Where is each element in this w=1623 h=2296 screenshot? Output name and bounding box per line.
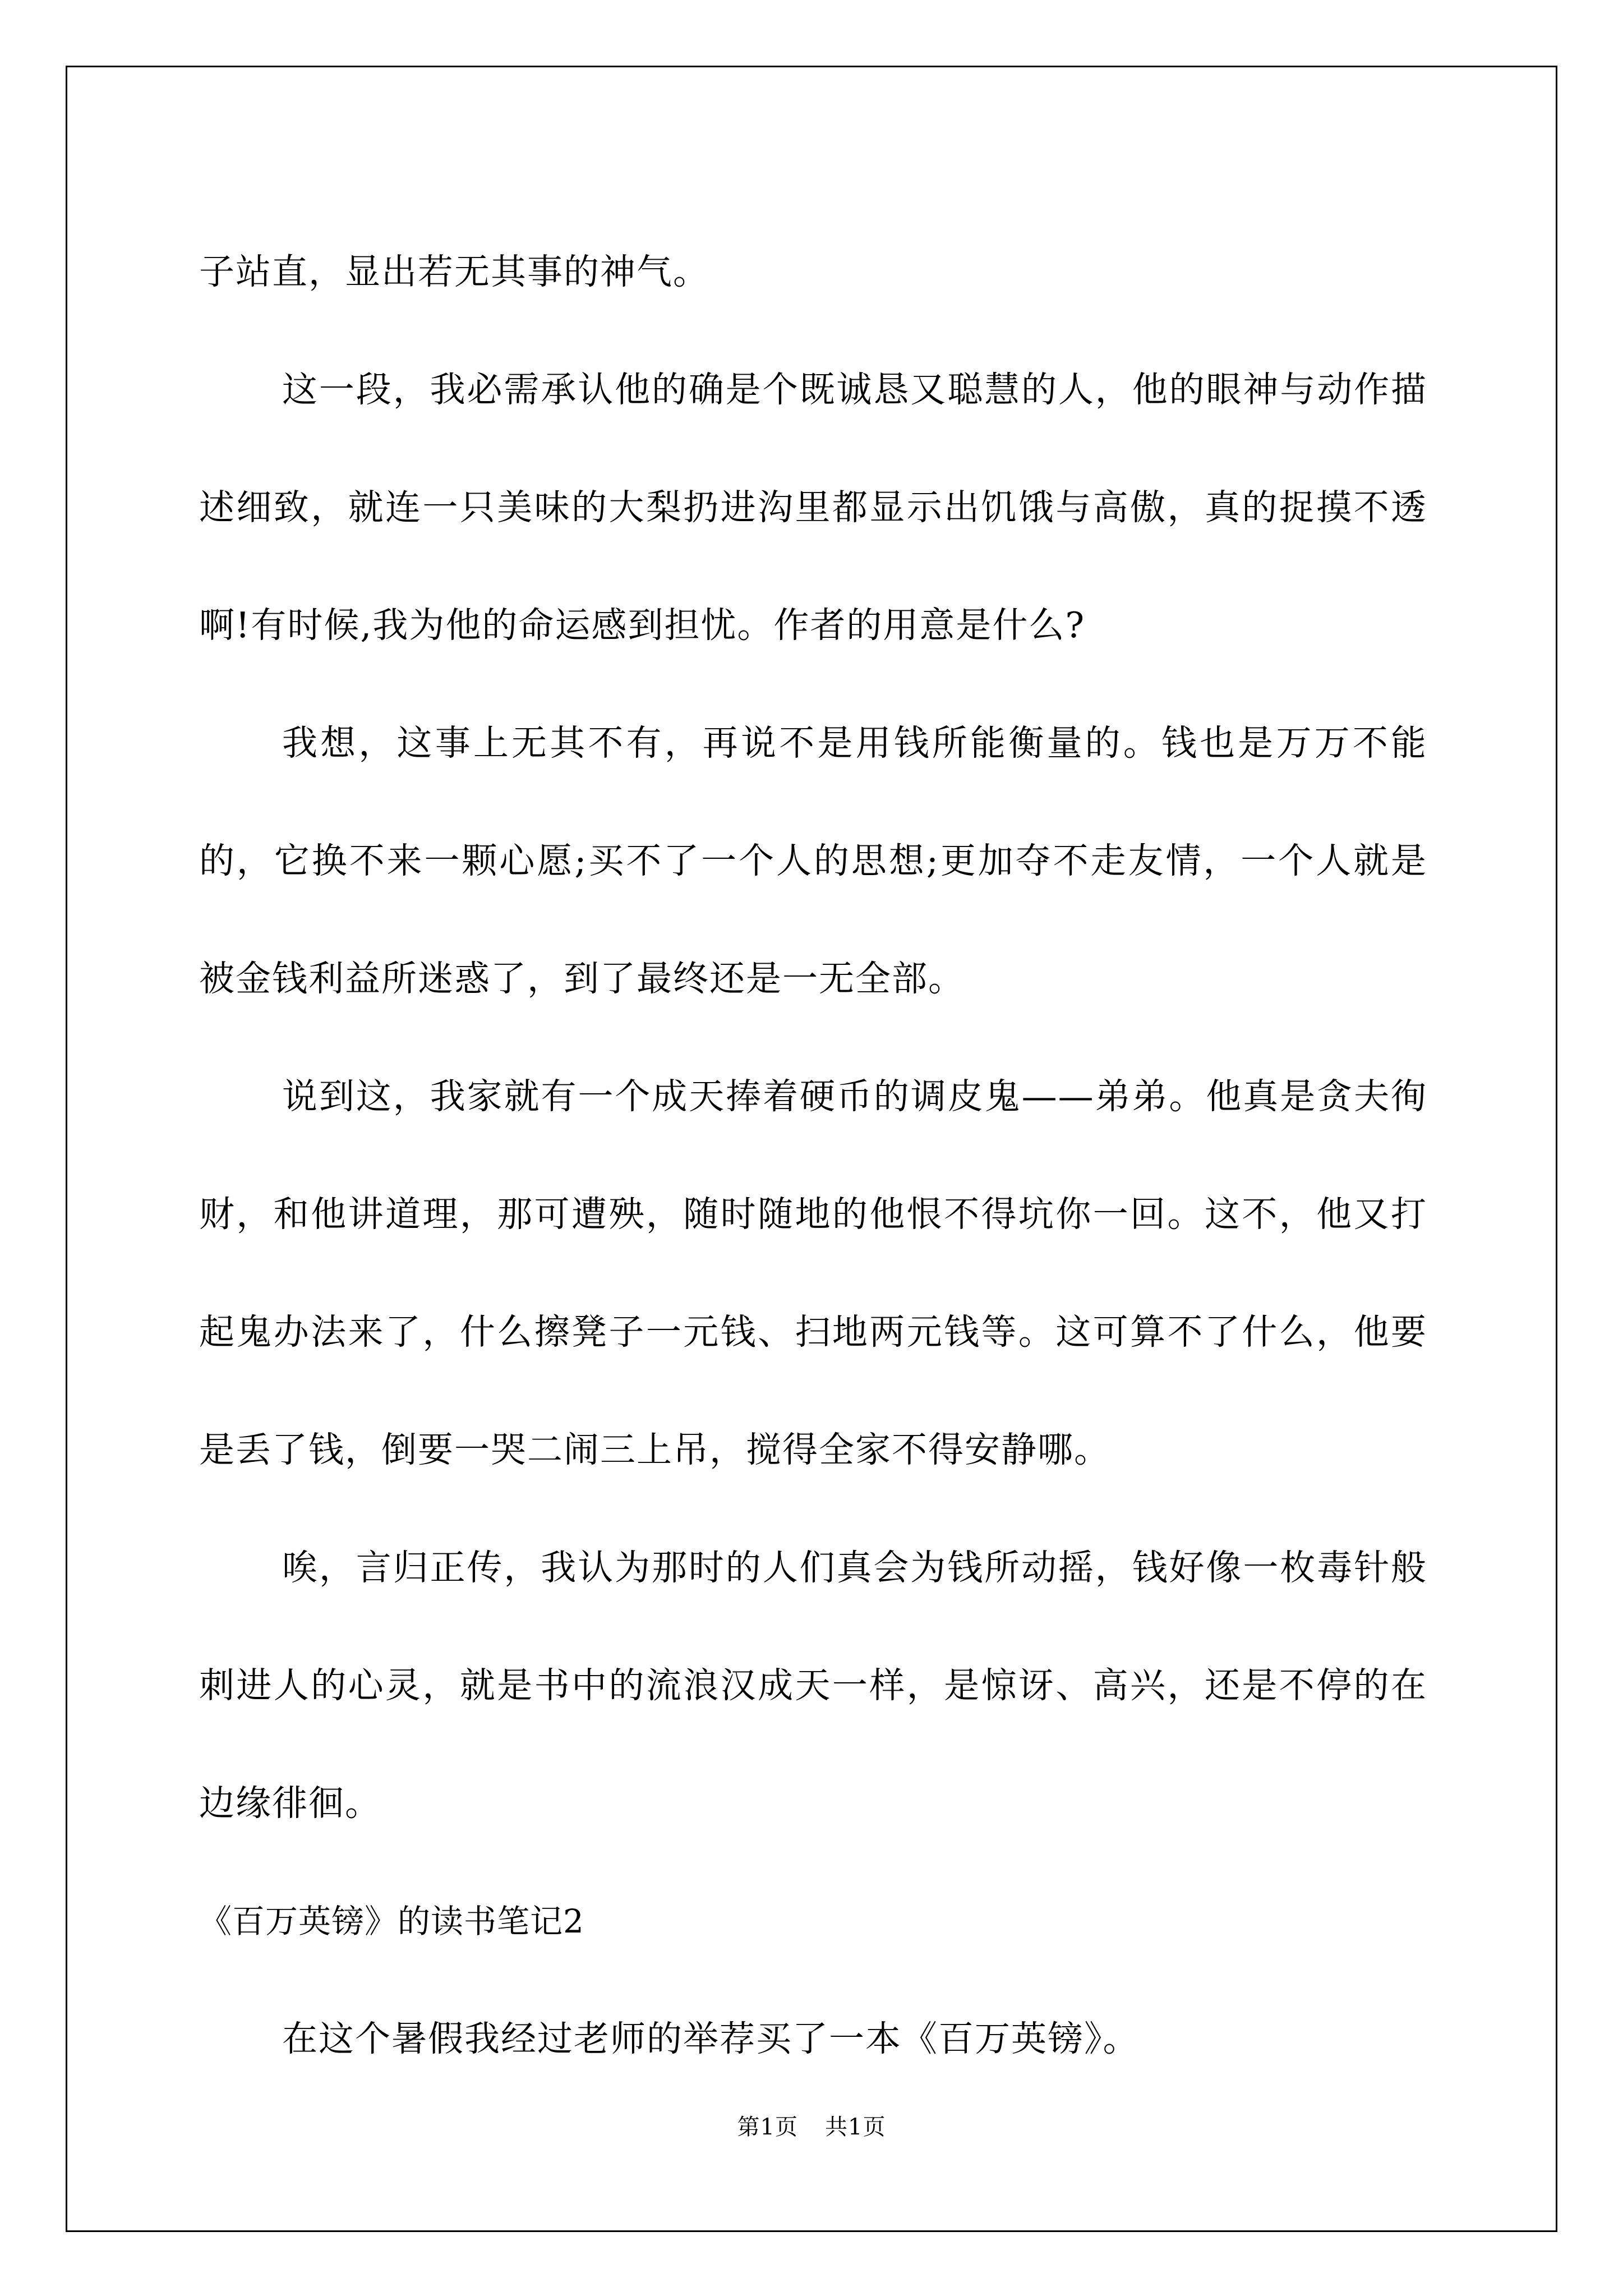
paragraph-3: 我想，这事上无其不有，再说不是用钱所能衡量的。钱也是万万不能的，它换不来一颗心愿;买不了一个人的思想;更加夺不走友情，一个人就是被金钱利益所迷惑了，到了最终还是一无全部。: [199, 723, 1427, 999]
paragraph-2: 这一段，我必需承认他的确是个既诚恳又聪慧的人，他的眼神与动作描述细致，就连一只美味的大梨扔进沟里都显示出饥饿与高傲，真的捉摸不透啊!有时候,我为他的命运感到担忧。作者的用意是什么?: [199, 369, 1427, 646]
document-body: [199, 213, 1427, 2098]
page-number-current: 第1页: [737, 2114, 798, 2140]
paragraph-1: 子站直，显出若无其事的神气。: [199, 251, 709, 292]
paragraph-4: 说到这，我家就有一个成天捧着硬币的调皮鬼——弟弟。他真是贪夫徇财，和他讲道理，那可遭殃，随时随地的他恨不得坑你一回。这不，他又打起鬼办法来了，什么擦凳子一元钱、扫地两元钱等。这可算不了什么，他要是丢了钱，倒要一哭二闹三上吊，搅得全家不得安静哪。: [199, 1076, 1427, 1470]
page-number-total: 共1页: [825, 2114, 886, 2140]
page-footer: [0, 2109, 1623, 2141]
paragraph-5: 唉，言归正传，我认为那时的人们真会为钱所动摇，钱好像一枚毒针般刺进人的心灵，就是书中的流浪汉成天一样，是惊讶、高兴，还是不停的在边缘徘徊。: [199, 1547, 1427, 1824]
section-heading: 《百万英镑》的读书笔记2: [199, 1902, 584, 1940]
paragraph-6: 在这个暑假我经过老师的举荐买了一本《百万英镑》。: [282, 2018, 1140, 2059]
